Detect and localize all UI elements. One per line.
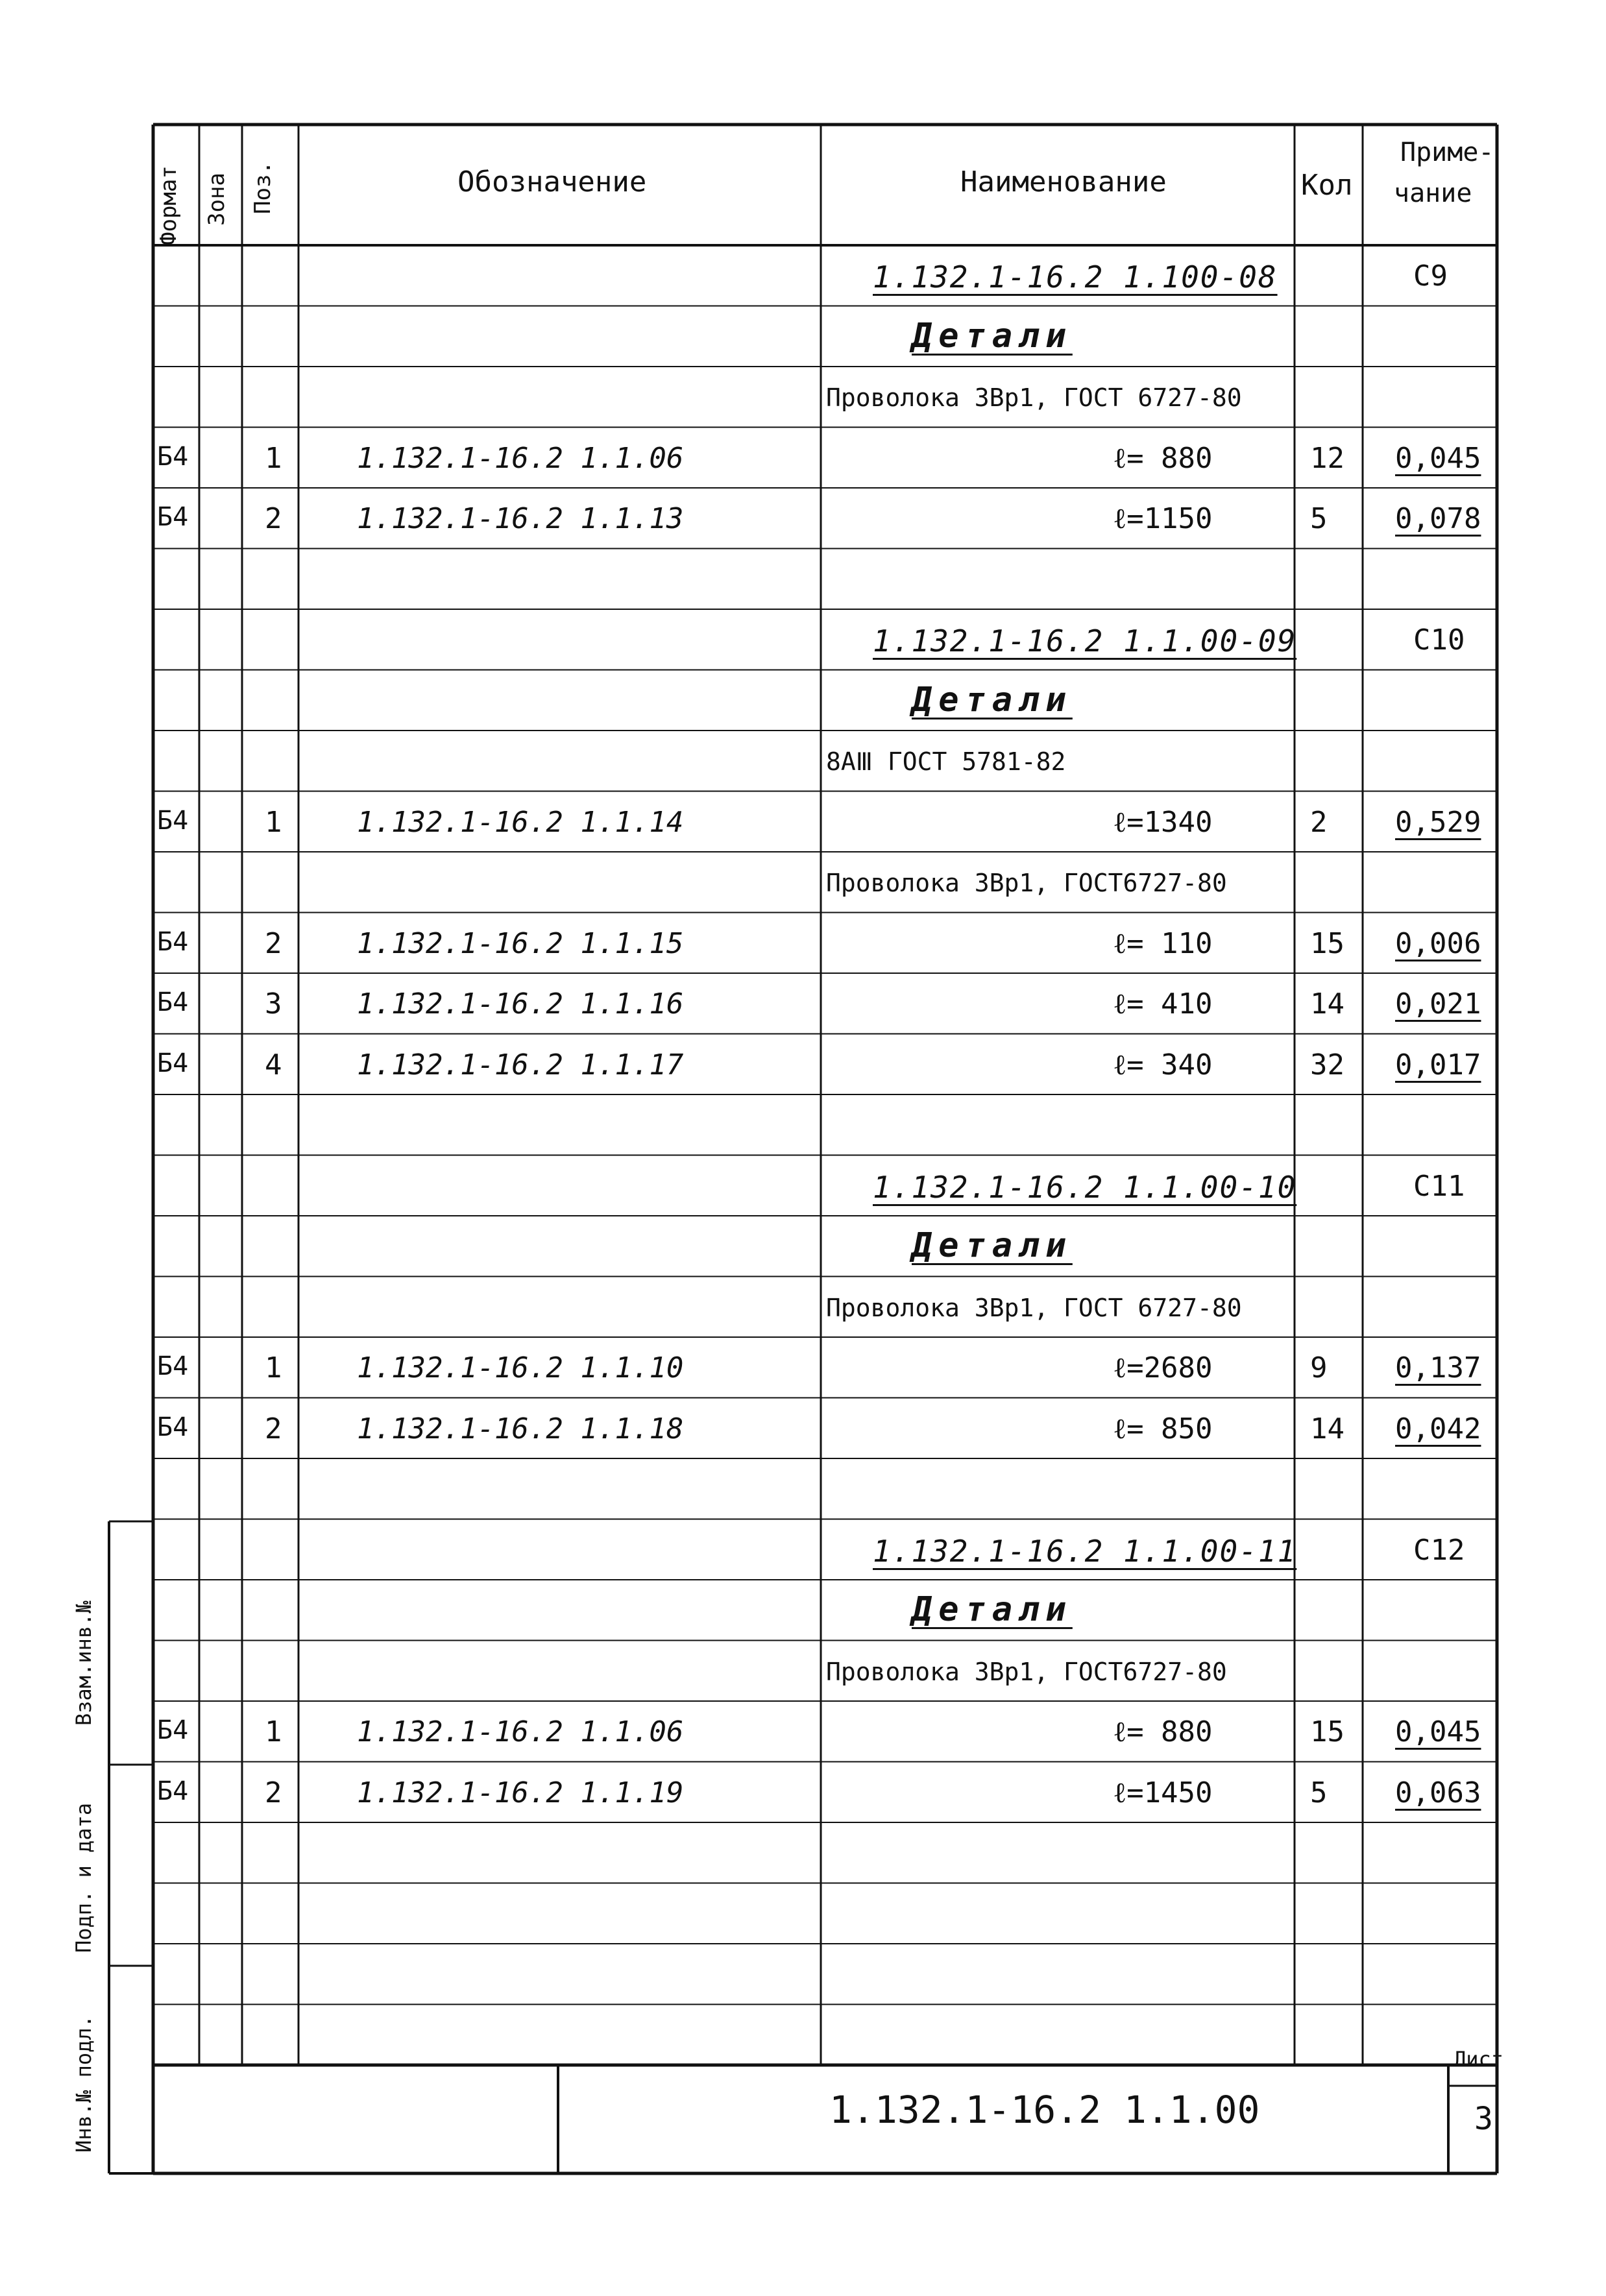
- row-position: 1: [265, 442, 282, 475]
- section-details-heading: Детали: [912, 681, 1073, 719]
- row-sheet-ref: C9: [1413, 260, 1448, 293]
- row-quantity: 5: [1310, 1776, 1328, 1809]
- row-mass: 0,529: [1395, 806, 1481, 839]
- row-sheet-ref: C11: [1413, 1170, 1465, 1203]
- section-title: 1.132.1-16.2 1.1.00-11: [873, 1534, 1297, 1569]
- header-designation: Обозначение: [457, 165, 647, 199]
- row-mass: 0,045: [1395, 1715, 1481, 1748]
- row-length: ℓ=1340: [1113, 806, 1213, 839]
- row-format: Б4: [157, 1776, 189, 1806]
- row-position: 1: [265, 1715, 282, 1748]
- row-quantity: 5: [1310, 502, 1328, 535]
- row-format: Б4: [157, 442, 189, 472]
- row-mass: 0,078: [1395, 502, 1481, 535]
- row-designation: 1.132.1-16.2 1.1.06: [357, 1715, 684, 1748]
- row-designation: 1.132.1-16.2 1.1.16: [357, 987, 684, 1021]
- row-material: Проволока 3Вр1, ГОСТ6727-80: [826, 869, 1227, 897]
- row-designation: 1.132.1-16.2 1.1.18: [357, 1412, 684, 1445]
- row-position: 2: [265, 1776, 282, 1809]
- row-designation: 1.132.1-16.2 1.1.06: [357, 442, 684, 475]
- header-note-line1: Приме-: [1400, 138, 1494, 167]
- row-length: ℓ= 110: [1113, 927, 1213, 960]
- section-details-heading: Детали: [912, 317, 1073, 356]
- row-mass: 0,063: [1395, 1776, 1481, 1809]
- footer-sheet-label: Лист: [1454, 2047, 1504, 2072]
- row-quantity: 14: [1310, 1412, 1344, 1445]
- row-length: ℓ= 880: [1113, 1715, 1213, 1748]
- header-name: Наименование: [960, 165, 1167, 199]
- row-quantity: 12: [1310, 442, 1344, 475]
- header-format: Формат: [156, 165, 182, 245]
- row-mass: 0,045: [1395, 442, 1481, 475]
- row-quantity: 2: [1310, 806, 1328, 839]
- header-pos: Поз.: [250, 161, 276, 214]
- row-mass: 0,006: [1395, 927, 1481, 960]
- row-designation: 1.132.1-16.2 1.1.10: [357, 1351, 684, 1384]
- row-quantity: 15: [1310, 1715, 1344, 1748]
- row-designation: 1.132.1-16.2 1.1.14: [357, 806, 684, 839]
- row-quantity: 32: [1310, 1048, 1344, 1082]
- row-format: Б4: [157, 987, 189, 1017]
- row-position: 3: [265, 987, 282, 1021]
- row-quantity: 9: [1310, 1351, 1328, 1384]
- row-position: 1: [265, 1351, 282, 1384]
- row-mass: 0,042: [1395, 1412, 1481, 1445]
- row-position: 1: [265, 806, 282, 839]
- row-format: Б4: [157, 1412, 189, 1442]
- row-format: Б4: [157, 1351, 189, 1381]
- row-mass: 0,021: [1395, 987, 1481, 1021]
- row-designation: 1.132.1-16.2 1.1.17: [357, 1048, 684, 1082]
- section-title: 1.132.1-16.2 1.1.00-10: [873, 1170, 1297, 1205]
- row-material: Проволока 3Вр1, ГОСТ 6727-80: [826, 383, 1242, 412]
- row-length: ℓ=1450: [1113, 1776, 1213, 1809]
- row-format: Б4: [157, 1715, 189, 1745]
- section-details-heading: Детали: [912, 1226, 1073, 1265]
- row-format: Б4: [157, 806, 189, 836]
- row-material: Проволока 3Вр1, ГОСТ 6727-80: [826, 1294, 1242, 1322]
- row-quantity: 14: [1310, 987, 1344, 1021]
- row-sheet-ref: C12: [1413, 1534, 1465, 1567]
- row-position: 2: [265, 1412, 282, 1445]
- row-quantity: 15: [1310, 927, 1344, 960]
- section-title: 1.132.1-16.2 1.100-08: [873, 260, 1278, 295]
- row-material: Проволока 3Вр1, ГОСТ6727-80: [826, 1658, 1227, 1686]
- row-sheet-ref: C10: [1413, 623, 1465, 657]
- footer-doc-code: 1.132.1-16.2 1.1.00: [829, 2088, 1260, 2132]
- header-zone: Зона: [204, 173, 230, 226]
- row-format: Б4: [157, 1048, 189, 1078]
- row-position: 4: [265, 1048, 282, 1082]
- stamp-podp-data: Подп. и дата: [71, 1802, 96, 1953]
- footer-sheet-number: 3: [1474, 2101, 1493, 2137]
- row-position: 2: [265, 927, 282, 960]
- header-note-line2: чание: [1394, 178, 1472, 208]
- row-length: ℓ= 880: [1113, 442, 1213, 475]
- row-length: ℓ= 410: [1113, 987, 1213, 1021]
- section-details-heading: Детали: [912, 1590, 1073, 1629]
- row-mass: 0,017: [1395, 1048, 1481, 1082]
- row-designation: 1.132.1-16.2 1.1.15: [357, 927, 684, 960]
- header-qty: Кол: [1301, 169, 1353, 202]
- row-designation: 1.132.1-16.2 1.1.13: [357, 502, 684, 535]
- row-format: Б4: [157, 502, 189, 532]
- section-title: 1.132.1-16.2 1.1.00-09: [873, 623, 1297, 659]
- row-length: ℓ=1150: [1113, 502, 1213, 535]
- row-material: 8АⅢ ГОСТ 5781-82: [826, 747, 1066, 776]
- row-mass: 0,137: [1395, 1351, 1481, 1384]
- row-position: 2: [265, 502, 282, 535]
- stamp-vzam-inv: Взам.инв.№: [71, 1601, 96, 1726]
- stamp-inv-podl: Инв.№ подл.: [71, 2015, 96, 2153]
- row-designation: 1.132.1-16.2 1.1.19: [357, 1776, 684, 1809]
- row-length: ℓ= 340: [1113, 1048, 1213, 1082]
- row-length: ℓ= 850: [1113, 1412, 1213, 1445]
- row-length: ℓ=2680: [1113, 1351, 1213, 1384]
- row-format: Б4: [157, 927, 189, 957]
